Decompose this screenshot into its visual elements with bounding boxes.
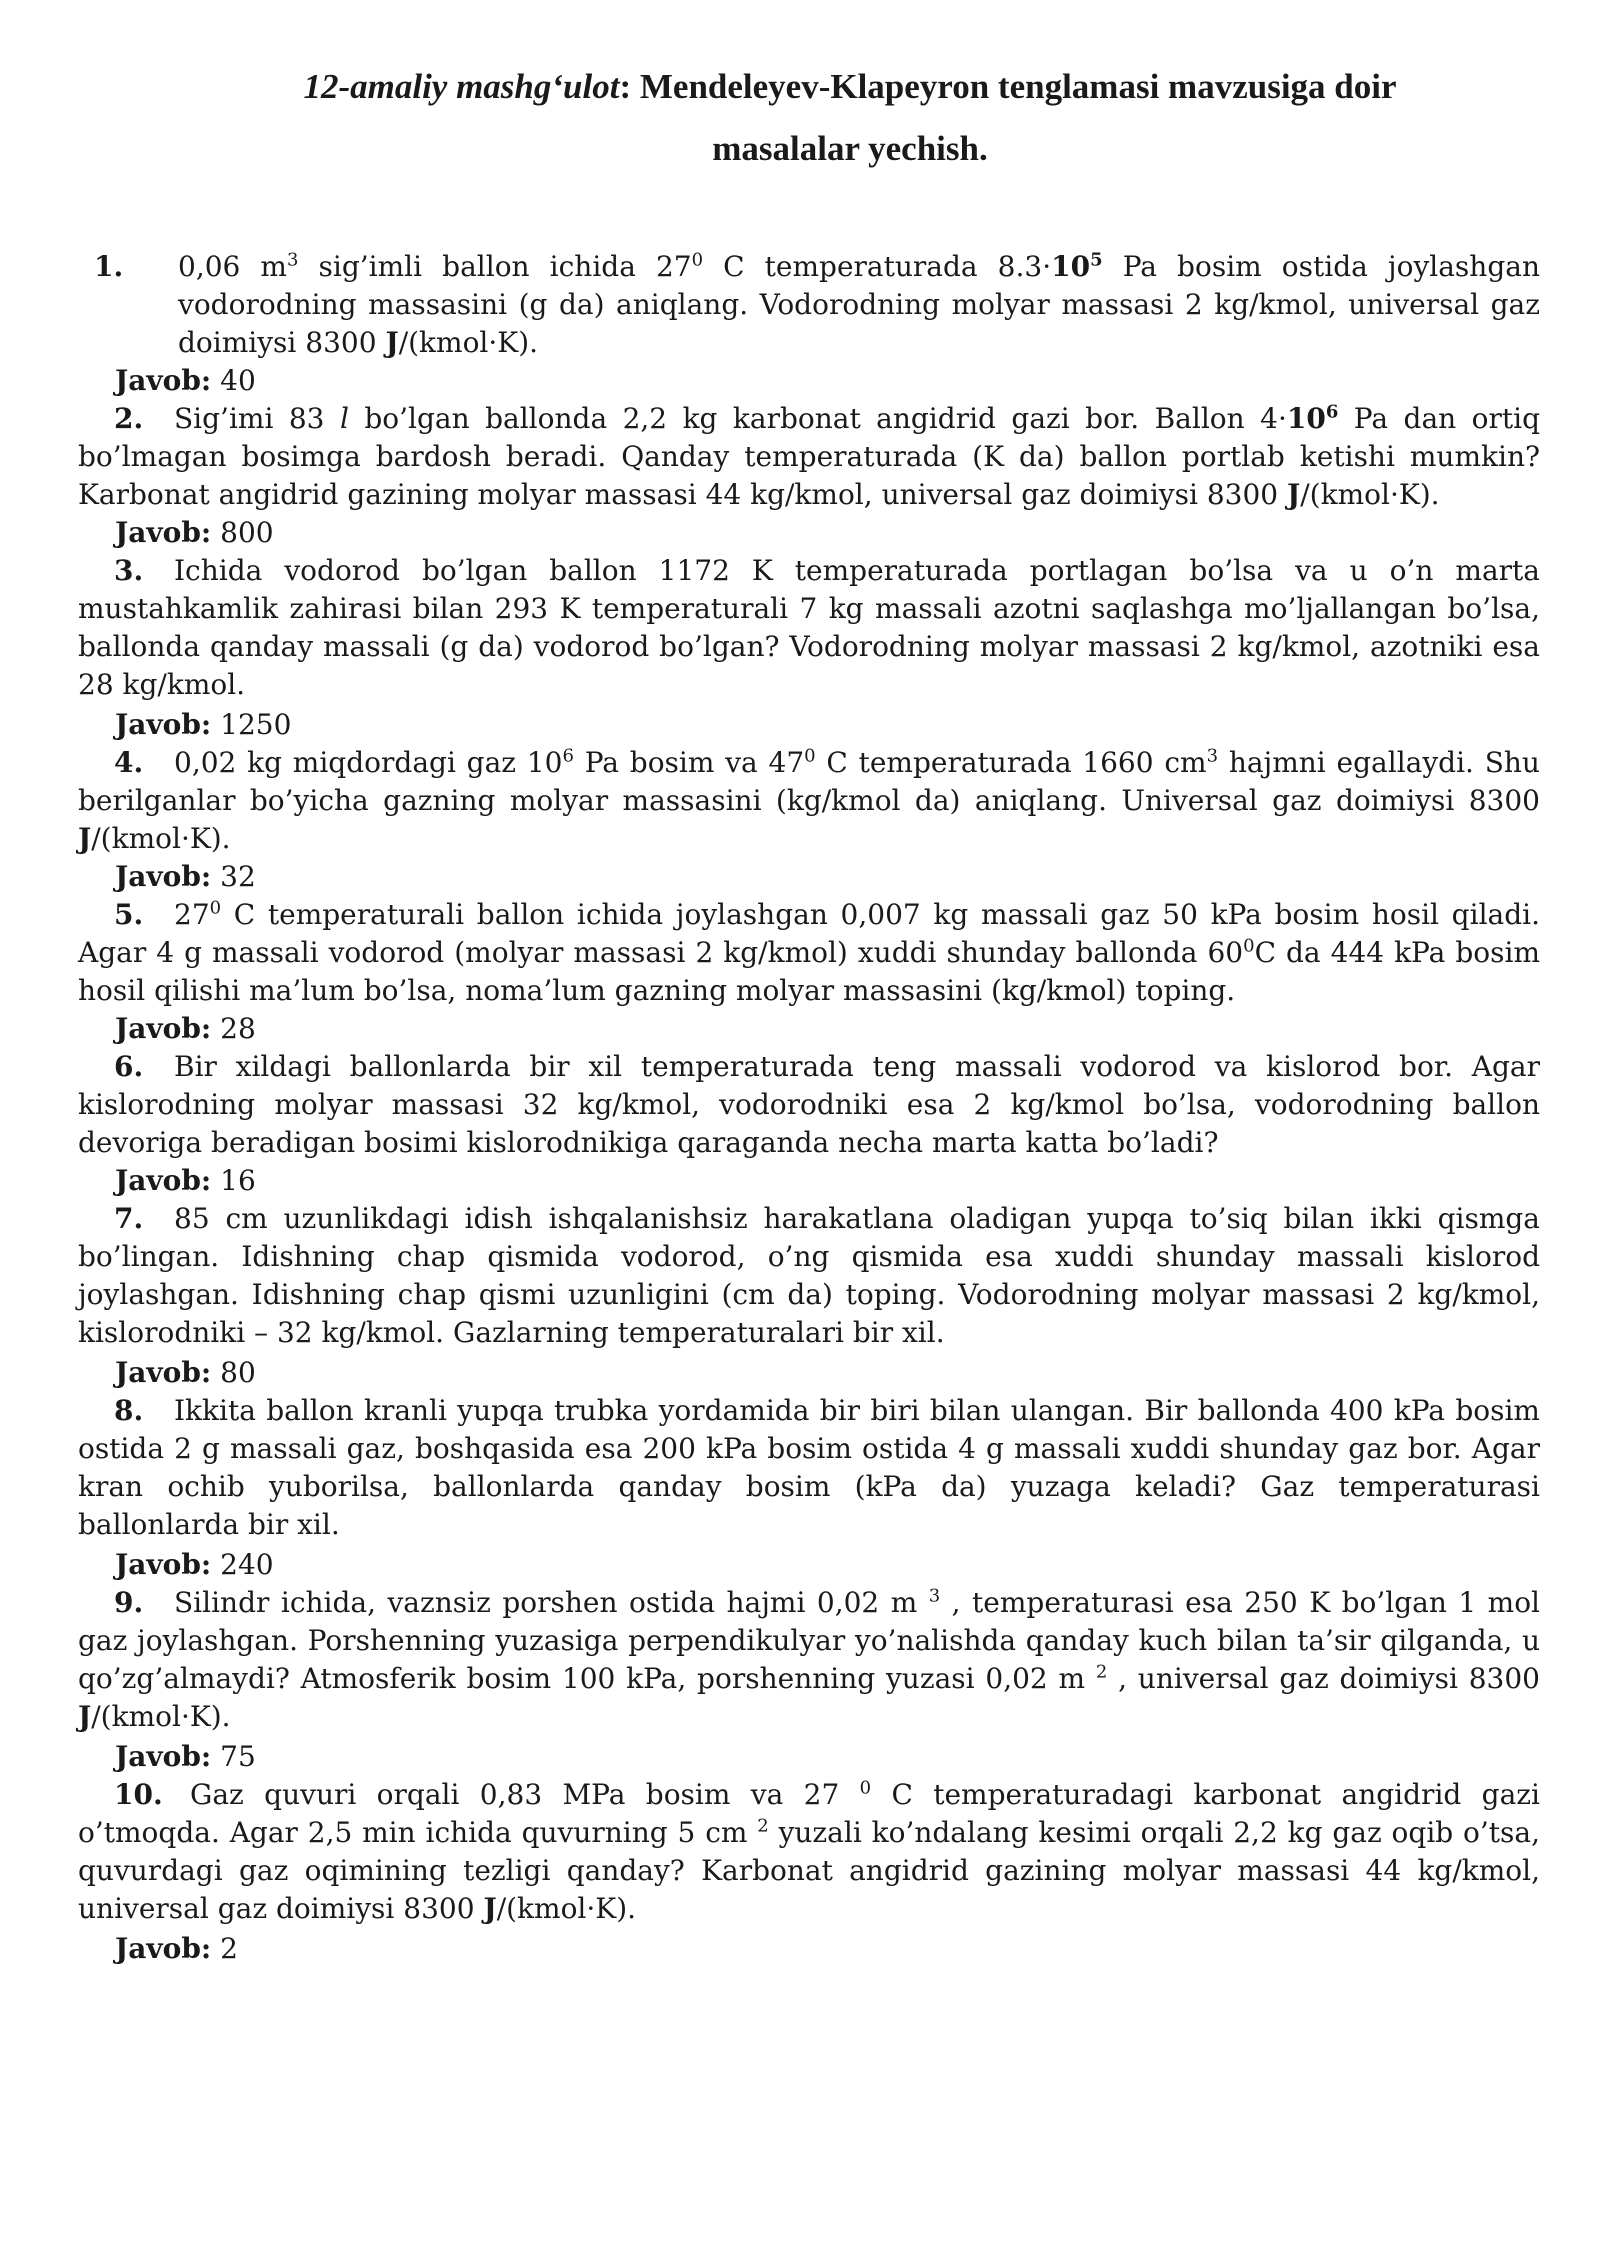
superscript: 6 bbox=[562, 745, 574, 767]
problem-number: 8. bbox=[114, 1394, 144, 1427]
problem-text: , temperaturasi esa 250 K bo’lgan 1 mol gaz joylashgan. Porshenning yuzasiga perpendikulyar yo’nalishda qanday kuch bilan ta’sir qilganda, u qo’zg’almaydi? Atmosferik bosim 100 kPa, porshenning yuzasi 0,02 m bbox=[78, 1586, 1540, 1695]
superscript: 0 bbox=[859, 1777, 872, 1799]
answer-label: Javob: bbox=[115, 860, 212, 893]
problem-2 bbox=[78, 400, 1540, 514]
problem-text: sig’imli ballon ichida 27 bbox=[298, 250, 692, 283]
answer-value: 800 bbox=[220, 516, 274, 549]
problem-number: 9. bbox=[114, 1586, 144, 1619]
problem-text: Bir xildagi ballonlarda bir xil temperaturada teng massali vodorod va kislorod bor. Agar kislorodning molyar massasi 32 kg/kmol, vodorodniki esa 2 kg/kmol bo’lsa, vodorodning ballon devoriga beradigan bosimi kislorodnikiga qaraganda necha marta katta bo’ladi? bbox=[78, 1050, 1540, 1159]
answer-label: Javob: bbox=[115, 1356, 212, 1389]
problem-text: C temperaturali ballon ichida joylashgan 0,007 kg massali gaz 50 kPa bosim hosil qiladi. Agar 4 g massali vodorod (molyar massasi 2 kg/kmol) xuddi shunday ballonda 60 bbox=[78, 898, 1540, 969]
answer-label: Javob: bbox=[115, 516, 212, 549]
answer-label: Javob: bbox=[115, 1932, 212, 1965]
problem-number: 2. bbox=[114, 402, 144, 435]
problem-number: 3. bbox=[114, 554, 144, 587]
problem-4 bbox=[78, 744, 1540, 858]
problem-text: C da 444 kPa bosim hosil qilishi ma’lum bo’lsa, noma’lum gazning molyar massasini (kg/kmol) toping. bbox=[78, 936, 1540, 1007]
problem-number: 6. bbox=[114, 1050, 144, 1083]
problem-5 bbox=[78, 896, 1540, 1010]
problem-text: Ichida vodorod bo’lgan ballon 1172 K temperaturada portlagan bo’lsa va u o’n marta mustahkamlik zahirasi bilan 293 K temperaturali 7 kg massali azotni saqlashga mo’ljallangan bo’lsa, ballonda qanday massali (g da) vodorod bo’lgan? Vodorodning molyar massasi 2 kg/kmol, azotniki esa 28 kg/kmol. bbox=[78, 554, 1540, 701]
problem-text: Gaz quvuri orqali 0,83 MPa bosim va 27 bbox=[190, 1778, 860, 1811]
problem-text: Ikkita ballon kranli yupqa trubka yordamida bir biri bilan ulangan. Bir ballonda 400 kPa bosim ostida 2 g massali gaz, boshqasida esa 200 kPa bosim ostida 4 g massali xuddi shunday gaz bor. Agar kran ochib yuborilsa, ballonlarda qanday bosim (kPa da) yuzaga keladi? Gaz temperaturasi ballonlarda bir xil. bbox=[78, 1394, 1540, 1541]
title-line-1: Mendeleyev-Klapeyron tenglamasi mavzusiga doir bbox=[639, 67, 1397, 106]
problem-number: 1. bbox=[94, 250, 124, 283]
bold-text: 10 bbox=[1051, 250, 1091, 283]
superscript: 2 bbox=[757, 1815, 769, 1837]
superscript: 3 bbox=[1206, 745, 1219, 767]
unit-bold: J bbox=[1287, 478, 1301, 511]
answer-1 bbox=[115, 362, 256, 400]
answer-3 bbox=[115, 706, 291, 744]
problem-number: 7. bbox=[114, 1202, 144, 1235]
answer-4 bbox=[115, 858, 256, 896]
problem-text: C temperaturadagi karbonat angidrid gazi o’tmoqda. Agar 2,5 min ichida quvurning 5 cm bbox=[78, 1778, 1540, 1849]
superscript: 5 bbox=[1090, 249, 1103, 271]
unit-bold: J bbox=[385, 326, 399, 359]
answer-label: Javob: bbox=[115, 708, 212, 741]
answer-value: 16 bbox=[220, 1164, 256, 1197]
superscript: 0 bbox=[1243, 935, 1255, 957]
problem-6 bbox=[78, 1048, 1540, 1162]
answer-value: 32 bbox=[220, 860, 256, 893]
answer-8 bbox=[115, 1546, 274, 1584]
problem-text: bo’lgan ballonda 2,2 kg karbonat angidrid gazi bor. Ballon 4· bbox=[348, 402, 1287, 435]
title-colon: : bbox=[619, 67, 640, 106]
answer-value: 80 bbox=[220, 1356, 256, 1389]
answer-label: Javob: bbox=[115, 1012, 212, 1045]
answer-value: 2 bbox=[220, 1932, 238, 1965]
problem-9 bbox=[78, 1584, 1540, 1736]
answer-label: Javob: bbox=[115, 1740, 212, 1773]
answer-value: 240 bbox=[220, 1548, 274, 1581]
problem-text: C temperaturada 8.3· bbox=[703, 250, 1052, 283]
answer-value: 40 bbox=[220, 364, 256, 397]
superscript: 6 bbox=[1325, 401, 1339, 423]
italic-text: l bbox=[339, 402, 349, 435]
problem-text: , universal gaz doimiysi 8300 bbox=[1107, 1662, 1540, 1695]
answer-5 bbox=[115, 1010, 256, 1048]
answer-7 bbox=[115, 1354, 256, 1392]
title-line-2: masalalar yechish. bbox=[712, 129, 988, 168]
problem-8 bbox=[78, 1392, 1540, 1544]
answer-value: 75 bbox=[220, 1740, 256, 1773]
problem-text: 0,02 kg miqdordagi gaz 10 bbox=[174, 746, 563, 779]
problem-text: /(kmol·K). bbox=[91, 1700, 231, 1733]
superscript: 3 bbox=[286, 249, 299, 271]
problem-text: Sig’imi 83 bbox=[174, 402, 340, 435]
unit-bold: J bbox=[483, 1892, 497, 1925]
problem-3 bbox=[78, 552, 1540, 704]
problem-1 bbox=[94, 248, 1540, 362]
problem-text: Pa bosim va 47 bbox=[573, 746, 805, 779]
title-lead: 12-amaliy mashg‘ulot bbox=[303, 67, 620, 106]
answer-2 bbox=[115, 514, 274, 552]
answer-label: Javob: bbox=[115, 1164, 212, 1197]
problem-number: 10. bbox=[114, 1778, 163, 1811]
problem-text: 0,06 m bbox=[178, 250, 287, 283]
superscript: 2 bbox=[1095, 1661, 1108, 1683]
problem-text: yuzali ko’ndalang kesimi orqali 2,2 kg gaz oqib o’tsa, quvurdagi gaz oqimining tezligi qanday? Karbonat angidrid gazining molyar massasi 44 kg/kmol, universal gaz doimiysi 8300 bbox=[78, 1816, 1541, 1925]
problem-text: 27 bbox=[174, 898, 210, 931]
superscript: 0 bbox=[691, 249, 704, 271]
problem-text: Pa dan ortiq bo’lmagan bosimga bardosh beradi. Qanday temperaturada (K da) ballon portlab ketishi mumkin? Karbonat angidrid gazining molyar massasi 44 kg/kmol, universal gaz doimiysi 8300 bbox=[78, 402, 1541, 511]
problem-text: Silindr ichida, vaznsiz porshen ostida hajmi 0,02 m bbox=[174, 1586, 929, 1619]
superscript: 3 bbox=[928, 1585, 941, 1607]
superscript: 0 bbox=[804, 745, 816, 767]
answer-9 bbox=[115, 1738, 256, 1776]
answer-6 bbox=[115, 1162, 256, 1200]
problem-text: /(kmol·K). bbox=[496, 1892, 637, 1925]
problem-text: /(kmol·K). bbox=[1300, 478, 1440, 511]
bold-text: 10 bbox=[1286, 402, 1326, 435]
page-title bbox=[160, 56, 1540, 180]
problem-text: /(kmol·K). bbox=[91, 822, 231, 855]
answer-label: Javob: bbox=[115, 1548, 212, 1581]
answer-10 bbox=[115, 1930, 238, 1968]
answer-label: Javob: bbox=[115, 364, 212, 397]
problem-text: hajmni egallaydi. Shu berilganlar bo’yicha gazning molyar massasini (kg/kmol da) aniqlang. Universal gaz doimiysi 8300 bbox=[78, 746, 1540, 817]
problem-text: Pa bosim ostida joylashgan vodorodning massasini (g da) aniqlang. Vodorodning molyar massasi 2 kg/kmol, universal gaz doimiysi 8300 bbox=[178, 250, 1540, 359]
problem-10 bbox=[78, 1776, 1540, 1928]
answer-value: 28 bbox=[220, 1012, 256, 1045]
superscript: 0 bbox=[209, 897, 222, 919]
answer-value: 1250 bbox=[220, 708, 292, 741]
problem-text: C temperaturada 1660 cm bbox=[815, 746, 1207, 779]
unit-bold: J bbox=[78, 822, 92, 855]
problem-7 bbox=[78, 1200, 1540, 1352]
problem-number: 4. bbox=[114, 746, 144, 779]
problem-text: 85 cm uzunlikdagi idish ishqalanishsiz harakatlana oladigan yupqa to’siq bilan ikki qismga bo’lingan. Idishning chap qismida vodorod, o’ng qismida esa xuddi shunday massali kislorod joylashgan. Idishning chap qismi uzunligini (cm da) toping. Vodorodning molyar massasi 2 kg/kmol, kislorodniki – 32 kg/kmol. Gazlarning temperaturalari bir xil. bbox=[78, 1202, 1540, 1349]
problem-number: 5. bbox=[114, 898, 144, 931]
problem-text: /(kmol·K). bbox=[398, 326, 539, 359]
unit-bold: J bbox=[78, 1700, 92, 1733]
